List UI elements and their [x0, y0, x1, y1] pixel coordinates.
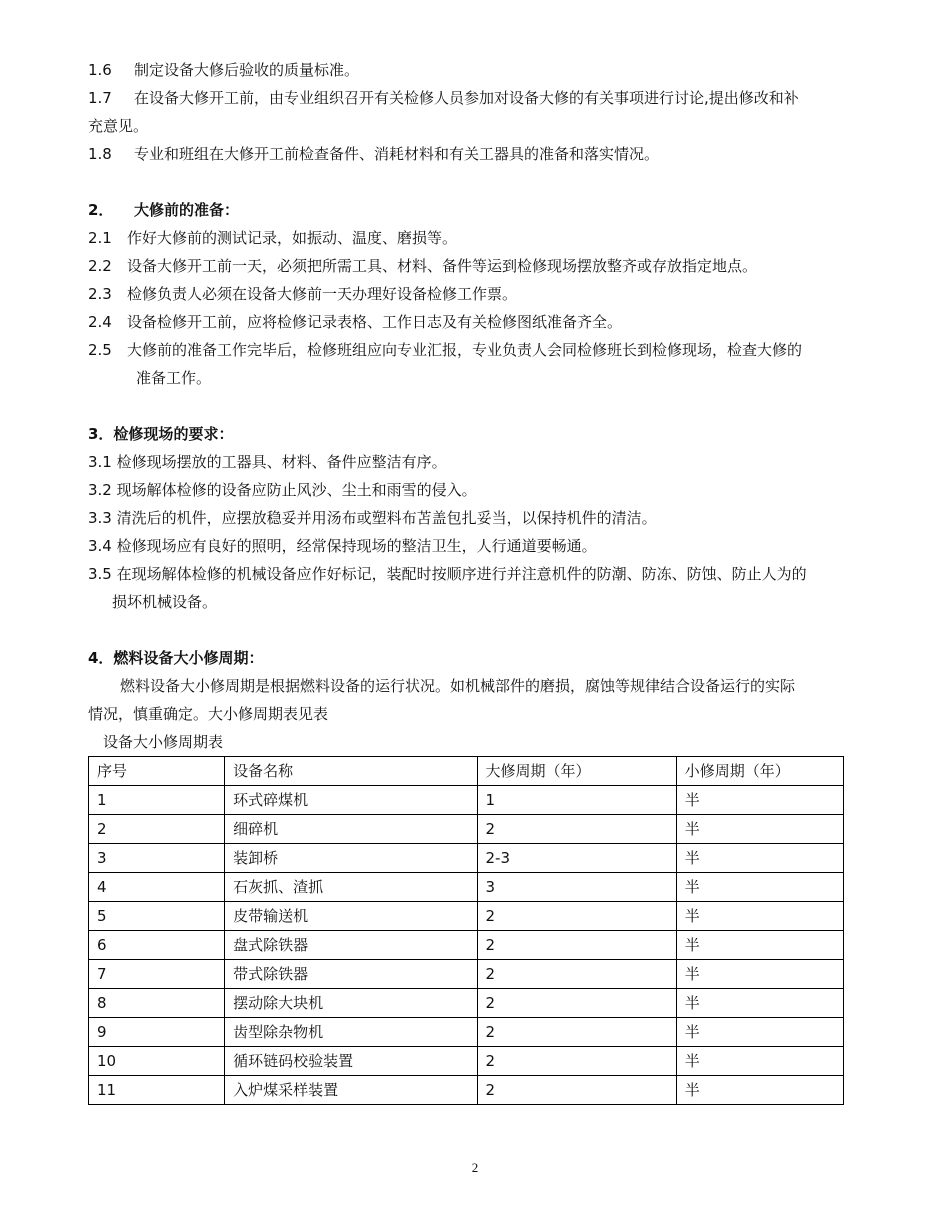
- item-1-8: [88, 140, 863, 168]
- item-1-7: [88, 84, 863, 112]
- cell-minor-cycle: 半: [676, 931, 843, 960]
- cell-minor-cycle: 半: [676, 1047, 843, 1076]
- header-equipment: 设备名称: [225, 757, 477, 786]
- item-2-2: [88, 252, 863, 280]
- item-continuation: 准备工作。: [136, 369, 212, 387]
- item-number: 1.7: [88, 89, 112, 107]
- cell-index: 7: [89, 960, 225, 989]
- item-3-3: 3.3 清洗后的机件，应摆放稳妥并用汤布或塑料布苫盖包扎妥当，以保持机件的清洁。: [88, 509, 657, 527]
- cell-equipment: 皮带输送机: [225, 902, 477, 931]
- page-number: 2: [471, 1160, 479, 1175]
- cell-minor-cycle: 半: [676, 1018, 843, 1047]
- cell-index: 8: [89, 989, 225, 1018]
- item-text: 制定设备大修后验收的质量标准。: [134, 61, 360, 79]
- item-number: 2.1: [88, 229, 112, 247]
- cell-major-cycle: 3: [477, 873, 676, 902]
- cell-equipment: 石灰抓、渣抓: [225, 873, 477, 902]
- table-row: [89, 931, 844, 960]
- table-row: [89, 815, 844, 844]
- item-number: 2.4: [88, 313, 112, 331]
- item-2-1: [88, 224, 863, 252]
- header-index: 序号: [89, 757, 225, 786]
- heading-number: 2．: [88, 201, 114, 219]
- item-number: 2.2: [88, 257, 112, 275]
- maintenance-cycle-table: [88, 756, 844, 1105]
- cell-minor-cycle: 半: [676, 1076, 843, 1105]
- section-3-heading: 3．检修现场的要求：: [88, 425, 234, 443]
- item-text: 大修前的准备工作完毕后，检修班组应向专业汇报，专业负责人会同检修班长到检修现场，检查大修的: [127, 341, 803, 359]
- item-text: 作好大修前的测试记录，如振动、温度、磨损等。: [127, 229, 458, 247]
- cell-minor-cycle: 半: [676, 873, 843, 902]
- item-3-5: 3.5 在现场解体检修的机械设备应作好标记，装配时按顺序进行并注意机件的防潮、防冻、防蚀、防止人为的: [88, 565, 807, 583]
- item-number: 1.8: [88, 145, 112, 163]
- cell-equipment: 循环链码校验装置: [225, 1047, 477, 1076]
- cell-index: 5: [89, 902, 225, 931]
- section-2-heading: [88, 196, 863, 224]
- cell-equipment: 带式除铁器: [225, 960, 477, 989]
- item-1-6: [88, 56, 863, 84]
- item-continuation: 充意见。: [88, 117, 149, 135]
- table-caption: 设备大小修周期表: [103, 733, 224, 751]
- cell-major-cycle: 2: [477, 960, 676, 989]
- item-2-5: [88, 336, 863, 364]
- cell-major-cycle: 2: [477, 989, 676, 1018]
- item-text: 专业和班组在大修开工前检查备件、消耗材料和有关工器具的准备和落实情况。: [134, 145, 660, 163]
- cell-minor-cycle: 半: [676, 960, 843, 989]
- table-row: [89, 1047, 844, 1076]
- table-body: [89, 786, 844, 1105]
- table-row: [89, 844, 844, 873]
- cell-index: 2: [89, 815, 225, 844]
- cell-equipment: 摆动除大块机: [225, 989, 477, 1018]
- table-row: [89, 873, 844, 902]
- header-minor-cycle: 小修周期（年）: [676, 757, 843, 786]
- cell-index: 4: [89, 873, 225, 902]
- cell-minor-cycle: 半: [676, 989, 843, 1018]
- cell-major-cycle: 2: [477, 902, 676, 931]
- item-3-2: 3.2 现场解体检修的设备应防止风沙、尘土和雨雪的侵入。: [88, 481, 477, 499]
- cell-major-cycle: 1: [477, 786, 676, 815]
- section-4-paragraph: 燃料设备大小修周期是根据燃料设备的运行状况。如机械部件的磨损，腐蚀等规律结合设备运行的实际: [120, 677, 796, 695]
- item-3-1: 3.1 检修现场摆放的工器具、材料、备件应整洁有序。: [88, 453, 447, 471]
- cell-minor-cycle: 半: [676, 902, 843, 931]
- item-number: 2.5: [88, 341, 112, 359]
- item-3-4: 3.4 检修现场应有良好的照明，经常保持现场的整洁卫生，人行通道要畅通。: [88, 537, 597, 555]
- table-row: [89, 1076, 844, 1105]
- table-row: [89, 786, 844, 815]
- cell-minor-cycle: 半: [676, 844, 843, 873]
- cell-major-cycle: 2: [477, 1047, 676, 1076]
- cell-equipment: 环式碎煤机: [225, 786, 477, 815]
- table-row: [89, 902, 844, 931]
- table-row: [89, 960, 844, 989]
- cell-minor-cycle: 半: [676, 786, 843, 815]
- cell-index: 6: [89, 931, 225, 960]
- cell-equipment: 细碎机: [225, 815, 477, 844]
- item-text: 设备大修开工前一天，必须把所需工具、材料、备件等运到检修现场摆放整齐或存放指定地点。: [127, 257, 758, 275]
- item-text: 设备检修开工前，应将检修记录表格、工作日志及有关检修图纸准备齐全。: [127, 313, 623, 331]
- document-page: [88, 56, 863, 1105]
- cell-index: 3: [89, 844, 225, 873]
- table-header-row: [89, 757, 844, 786]
- cell-equipment: 入炉煤采样装置: [225, 1076, 477, 1105]
- item-2-4: [88, 308, 863, 336]
- cell-index: 9: [89, 1018, 225, 1047]
- cell-equipment: 盘式除铁器: [225, 931, 477, 960]
- cell-index: 11: [89, 1076, 225, 1105]
- cell-index: 1: [89, 786, 225, 815]
- item-2-3: [88, 280, 863, 308]
- cell-major-cycle: 2: [477, 1018, 676, 1047]
- item-continuation: 损坏机械设备。: [112, 593, 218, 611]
- cell-major-cycle: 2: [477, 815, 676, 844]
- cell-minor-cycle: 半: [676, 815, 843, 844]
- item-number: 2.3: [88, 285, 112, 303]
- cell-equipment: 齿型除杂物机: [225, 1018, 477, 1047]
- item-text: 在设备大修开工前，由专业组织召开有关检修人员参加对设备大修的有关事项进行讨论,提出修改和补: [134, 89, 799, 107]
- table-row: [89, 989, 844, 1018]
- section-4-paragraph-cont: 情况，慎重确定。大小修周期表见表: [88, 705, 329, 723]
- heading-text: 大修前的准备：: [134, 201, 240, 219]
- header-major-cycle: 大修周期（年）: [477, 757, 676, 786]
- table-row: [89, 1018, 844, 1047]
- item-number: 1.6: [88, 61, 112, 79]
- item-text: 检修负责人必须在设备大修前一天办理好设备检修工作票。: [127, 285, 518, 303]
- cell-major-cycle: 2-3: [477, 844, 676, 873]
- cell-major-cycle: 2: [477, 931, 676, 960]
- cell-major-cycle: 2: [477, 1076, 676, 1105]
- cell-equipment: 装卸桥: [225, 844, 477, 873]
- section-4-heading: 4．燃料设备大小修周期：: [88, 649, 264, 667]
- cell-index: 10: [89, 1047, 225, 1076]
